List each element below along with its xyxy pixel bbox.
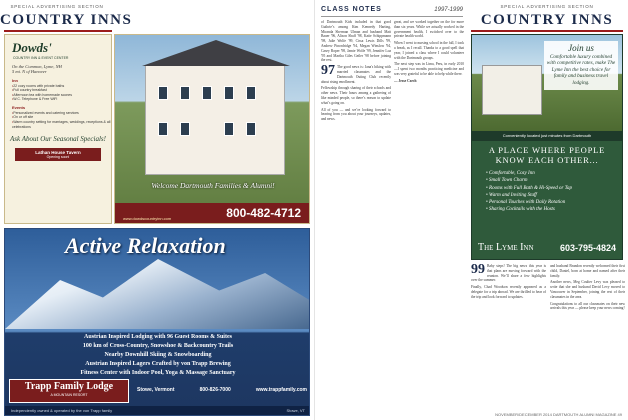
divider (471, 30, 623, 32)
amenity-line: Austrian Inspired Lagers Crafted by von Trapp Brewing (85, 361, 231, 367)
lyme-inn-ad[interactable] (471, 34, 623, 260)
paragraph: Congratulations to all our classmates on their new arrivals this year — please keep your news coming! (550, 301, 625, 311)
class-notes-column-2 (394, 20, 464, 86)
divider (4, 30, 112, 32)
special-ad-label: SPECIAL ADVERTISING SECTION (500, 4, 594, 9)
lyme-location-bar: Conveniently located just minutes from Dartmouth (472, 131, 622, 141)
inn-building-image (482, 65, 542, 115)
amenities-list (5, 333, 310, 378)
paragraph: of Dartmouth Kids included in that good Guthrie’s among Kim Kennedy Harting, Miranda Sherman Ulman and husband Matt Bauer '96, Alison Shaff '98, Katie Schippmann '98, Julie Wolfe '99, Cissa Lewis Dills '99, Andrew Pinordridge '94, Megan Winslow '94, Casey Roper '98, Jamie Wolfe '99, Jennifer Loa '95 and Martha Giles Geiler '98 before joining the rest. (321, 20, 391, 63)
dowds-website-link[interactable]: www.dowdscountryinn.com (123, 216, 172, 221)
dowds-tagline: COUNTRY INN & EVENT CENTER (13, 56, 69, 60)
paragraph: When I went to nursing school in the fall, I took a break, as I recall. Thanks to a good spell that year, I joined a class where I could volunteer with the Dartmouth groups. (394, 41, 464, 60)
amenity-line: Nearby Downhill Skiing & Snowboarding (104, 352, 212, 358)
country-inns-title: COUNTRY INNS (480, 12, 614, 28)
page-footer: NOVEMBER/DECEMBER 2014 DARTMOUTH ALUMNI MAGAZINE 49 (495, 412, 622, 417)
window-shape (246, 86, 256, 100)
dowds-welcome-text: Welcome Dartmouth Families & Alumni! (151, 181, 275, 190)
active-relaxation-headline: Active Relaxation (65, 233, 226, 258)
paragraph: and husband Brandon recently welcomed their first child, Daniel, born at home and named after their family. (550, 264, 625, 278)
lyme-inn-logo: The Lyme Inn (478, 242, 534, 253)
notes-column-2 (550, 264, 625, 313)
dowds-phone[interactable]: 800-482-4712 (226, 206, 301, 220)
window-shape (158, 86, 168, 100)
class-notes-heading: CLASS NOTES (321, 6, 382, 13)
lyme-headline (472, 145, 622, 165)
list-item: • Personalized events and catering services (12, 111, 111, 116)
lathan-house-badge (15, 148, 101, 161)
list-item: • W.C. Telephone & Free WiFi (12, 97, 111, 102)
list-item: • 22 cozy rooms with private baths (12, 84, 111, 89)
dowds-inn-list (12, 84, 111, 102)
amenity-line: Fitness Center with Indoor Pool, Yoga & Massage Sanctuary (80, 370, 236, 376)
list-item: • Afternoon tea with homemade scones (12, 93, 111, 98)
paragraph: great, and we worked together on the for more than six years. While we actually worked in the government health, I switched over to the private health world. (394, 20, 464, 39)
headline-line-2: KNOW EACH OTHER... (495, 155, 599, 165)
trapp-footer-left: Independently owned & operated by the von Trapp family (11, 408, 113, 413)
list-item: • On or off site (12, 115, 111, 120)
divider (321, 16, 463, 17)
lyme-inn-photo (472, 35, 622, 131)
amenity-line: 100 km of Cross-Country, Snowshoe & Backcountry Trails (82, 343, 234, 349)
trapp-footer (5, 406, 310, 415)
window-shape (224, 122, 234, 136)
paragraph: All of you — and we’re looking forward to hearing from you about your journeys, updates, and news. (321, 107, 391, 122)
amenity-line: Austrian Inspired Lodging with 96 Guest Rooms & Suites (84, 334, 232, 340)
paragraph-lead: The good news is: Jana's hiking with married classmates and the Dartmouth Outing Club recently about rising enrollment. (321, 65, 391, 84)
lyme-feature-panel (472, 141, 622, 259)
signoff: — Jesse Czech (394, 78, 417, 83)
window-shape (158, 122, 168, 136)
list-item: • Full country breakfast (12, 88, 111, 93)
dowds-events-list (12, 111, 111, 129)
dowds-logo: Dowds' (12, 40, 52, 55)
inn-building-image (145, 65, 285, 175)
left-ads-header (0, 0, 133, 34)
lyme-tagline: Comfortable luxury combined with competitive rates, make The Lyme Inn the best choice for family and business travel lodging. (546, 53, 616, 86)
trapp-logo (9, 379, 129, 403)
dowds-events-heading: Events (12, 104, 26, 110)
paragraph: The next step was in Lima, Peru, in early 2010—I spent two months practicing medicine and was very grateful to be able to help while there. (394, 62, 464, 76)
trapp-contact (137, 387, 307, 393)
trapp-name: Trapp Family Lodge (24, 381, 114, 392)
paragraph (321, 65, 391, 84)
lathan-name: Lathan House Tavern (35, 150, 81, 156)
paragraph: Finally, Chad Woodson recently appeared as a delegate for a trip abroad. We are thrilled to hear of the trip and look forward to updates. (471, 285, 546, 299)
list-item: • Rooms with Full Bath & Hi-Speed or Tap (486, 185, 622, 192)
list-item: • Sharing Cocktails with the Hosts (486, 206, 622, 213)
trapp-location: Stowe, Vermont (137, 387, 175, 393)
lathan-sub: Opening soon! (46, 155, 70, 160)
dowds-phone-bar[interactable] (115, 203, 310, 223)
window-shape (202, 86, 212, 100)
dowds-ad[interactable] (4, 34, 112, 224)
lyme-phone[interactable]: 603-795-4824 (559, 243, 616, 253)
class-notes-column-1 (321, 20, 391, 124)
list-item: • Comfortable, Cozy Inn (486, 170, 622, 177)
join-us-text: Join us (568, 43, 594, 53)
class-years: 1997-1999 (434, 7, 463, 13)
dowds-inn-heading: Inn (12, 77, 18, 83)
list-item: • Personal Touches with Daily Rotation (486, 199, 622, 206)
lyme-features-list (486, 170, 622, 214)
trapp-website-link[interactable]: www.trappfamily.com (255, 387, 307, 393)
dowds-inn-photo (114, 34, 310, 224)
trapp-phone[interactable]: 800-826-7000 (199, 387, 231, 393)
window-shape (180, 86, 190, 100)
window-shape (246, 122, 256, 136)
class-notes-section (315, 0, 465, 410)
window-shape (224, 86, 234, 100)
paragraph-lead: Baby steps! The big news this year is that plans are moving forward with the reunion. We’ll share a few highlights over the summer. (471, 264, 546, 283)
list-item: • Small Town Charm (486, 177, 622, 184)
paragraph (471, 264, 546, 283)
trapp-footer-right: Stowe, VT (286, 408, 305, 413)
lyme-tagline-box (544, 41, 618, 90)
list-item: • Warm country setting for marriages, weddings, receptions & all celebrations (12, 120, 111, 129)
headline-line-1: A PLACE WHERE PEOPLE (488, 145, 606, 155)
mountain-image (5, 259, 310, 329)
right-page (314, 0, 628, 420)
seasonal-specials-callout: Ask About Our Seasonal Specials! (10, 135, 106, 144)
right-ad-column (467, 0, 627, 420)
trapp-subtitle: A MOUNTAIN RESORT (50, 393, 88, 397)
dowds-location: On the Common, Lyme, NH 5 mi. N of Hanover (12, 63, 62, 74)
special-ad-label: SPECIAL ADVERTISING SECTION (10, 4, 104, 9)
country-inns-title: COUNTRY INNS (0, 12, 133, 28)
trapp-family-lodge-ad[interactable] (4, 228, 310, 416)
paragraph: Fellowship through sharing of their schools and other news. Their hours among a gathering of like minded people, so there’s reason to update what’s going on. (321, 86, 391, 105)
window-shape (180, 122, 190, 136)
class-year-big: 99 (471, 262, 485, 277)
paragraph: Another news, Meg Coulter Levy was pleased to write that she and husband David Levy moved to Vancouver in September, joining the rest of their classmates in the area. (550, 280, 625, 299)
list-item: • Warm and Inviting Staff (486, 192, 622, 199)
notes-column-1 (471, 264, 546, 302)
class-year-big: 97 (321, 63, 335, 79)
